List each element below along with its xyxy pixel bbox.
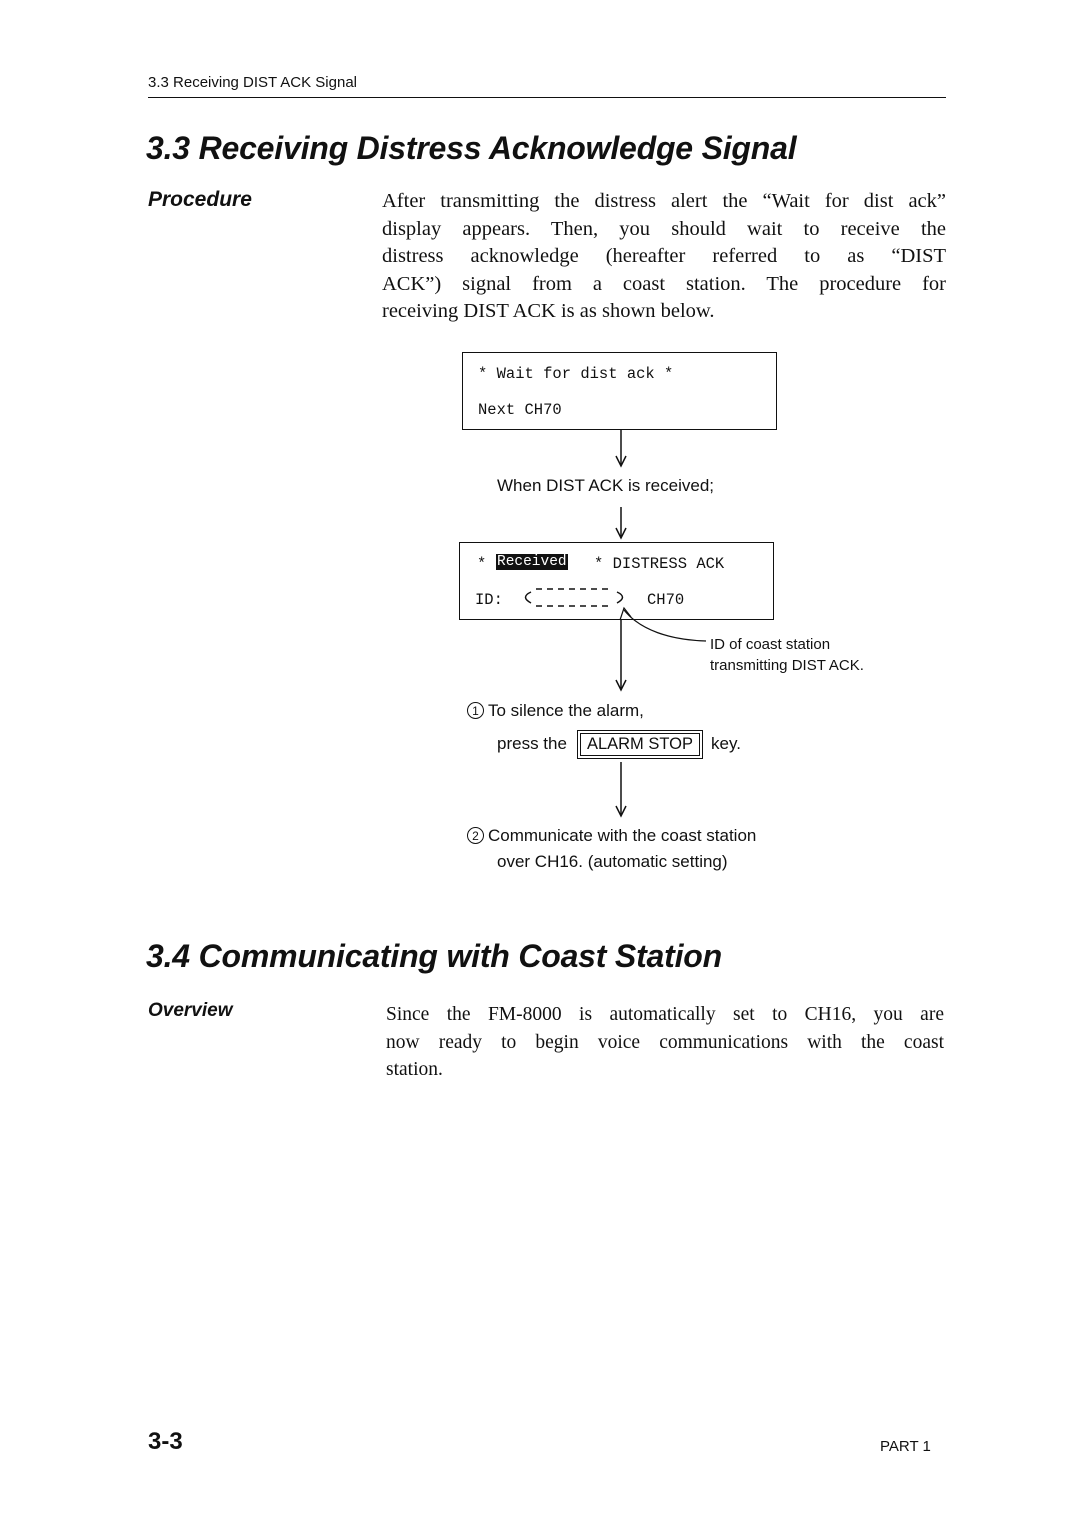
- received-highlight-label: Received: [497, 554, 567, 570]
- page-number: 3-3: [148, 1428, 183, 1455]
- part-label: PART 1: [880, 1438, 931, 1455]
- paragraph-line: now ready to begin voice communications with the coast: [386, 1031, 944, 1053]
- paragraph-line: ACK”) signal from a coast station. The procedure for: [382, 272, 946, 295]
- step-1-text: To silence the alarm,: [488, 701, 644, 720]
- procedure-paragraph: [382, 188, 946, 326]
- running-header: 3.3 Receiving DIST ACK Signal: [148, 74, 357, 91]
- step-1-press-line: [497, 730, 741, 759]
- step-1: [467, 701, 644, 721]
- paragraph-line: receiving DIST ACK is as shown below.: [382, 300, 715, 322]
- flow-arrow-down-icon: [616, 456, 626, 466]
- id-annotation-line-1: ID of coast station: [710, 636, 831, 653]
- alarm-stop-key-label: ALARM STOP: [580, 733, 700, 756]
- header-rule: [148, 97, 946, 98]
- step-2-number: 2: [467, 827, 484, 844]
- overview-paragraph: [386, 1001, 944, 1084]
- flow-caption-when-received: When DIST ACK is received;: [497, 476, 714, 495]
- overview-label: Overview: [148, 1000, 233, 1021]
- step-2-text: Communicate with the coast station: [488, 826, 757, 845]
- flow-arrow-down-icon: [616, 680, 626, 690]
- wait-display-line-2: Next CH70: [478, 401, 562, 419]
- step-2-text-line-2: over CH16. (automatic setting): [497, 852, 728, 871]
- flow-arrow-down-icon: [616, 528, 626, 538]
- channel-label: CH70: [647, 591, 685, 609]
- paragraph-line: Since the FM-8000 is automatically set to CH16, you are: [386, 1004, 944, 1025]
- paragraph-line: After transmitting the distress alert the “Wait for dist ack”: [382, 190, 946, 212]
- section-title-3-3: 3.3 Receiving Distress Acknowledge Signal: [146, 130, 797, 166]
- paragraph-line: distress acknowledge (hereafter referred to as “DIST: [382, 245, 946, 267]
- section-title-3-4: 3.4 Communicating with Coast Station: [146, 938, 722, 974]
- distress-ack-label: * DISTRESS ACK: [594, 555, 725, 573]
- received-display-star: *: [477, 555, 487, 573]
- alarm-stop-key: [577, 730, 703, 759]
- wait-display-line-1: * Wait for dist ack *: [478, 365, 674, 383]
- id-annotation-line-2: transmitting DIST ACK.: [710, 657, 864, 674]
- step-1-number: 1: [467, 702, 484, 719]
- key-suffix-text: key.: [711, 733, 741, 753]
- paragraph-line: station.: [386, 1059, 443, 1080]
- step-2: [467, 826, 756, 846]
- paragraph-line: display appears. Then, you should wait to receive the: [382, 217, 946, 240]
- flow-arrow-down-icon: [616, 806, 626, 816]
- procedure-label: Procedure: [148, 188, 252, 211]
- id-annotation: [710, 634, 864, 676]
- id-label: ID:: [475, 591, 503, 609]
- press-the-text: press the: [497, 733, 567, 753]
